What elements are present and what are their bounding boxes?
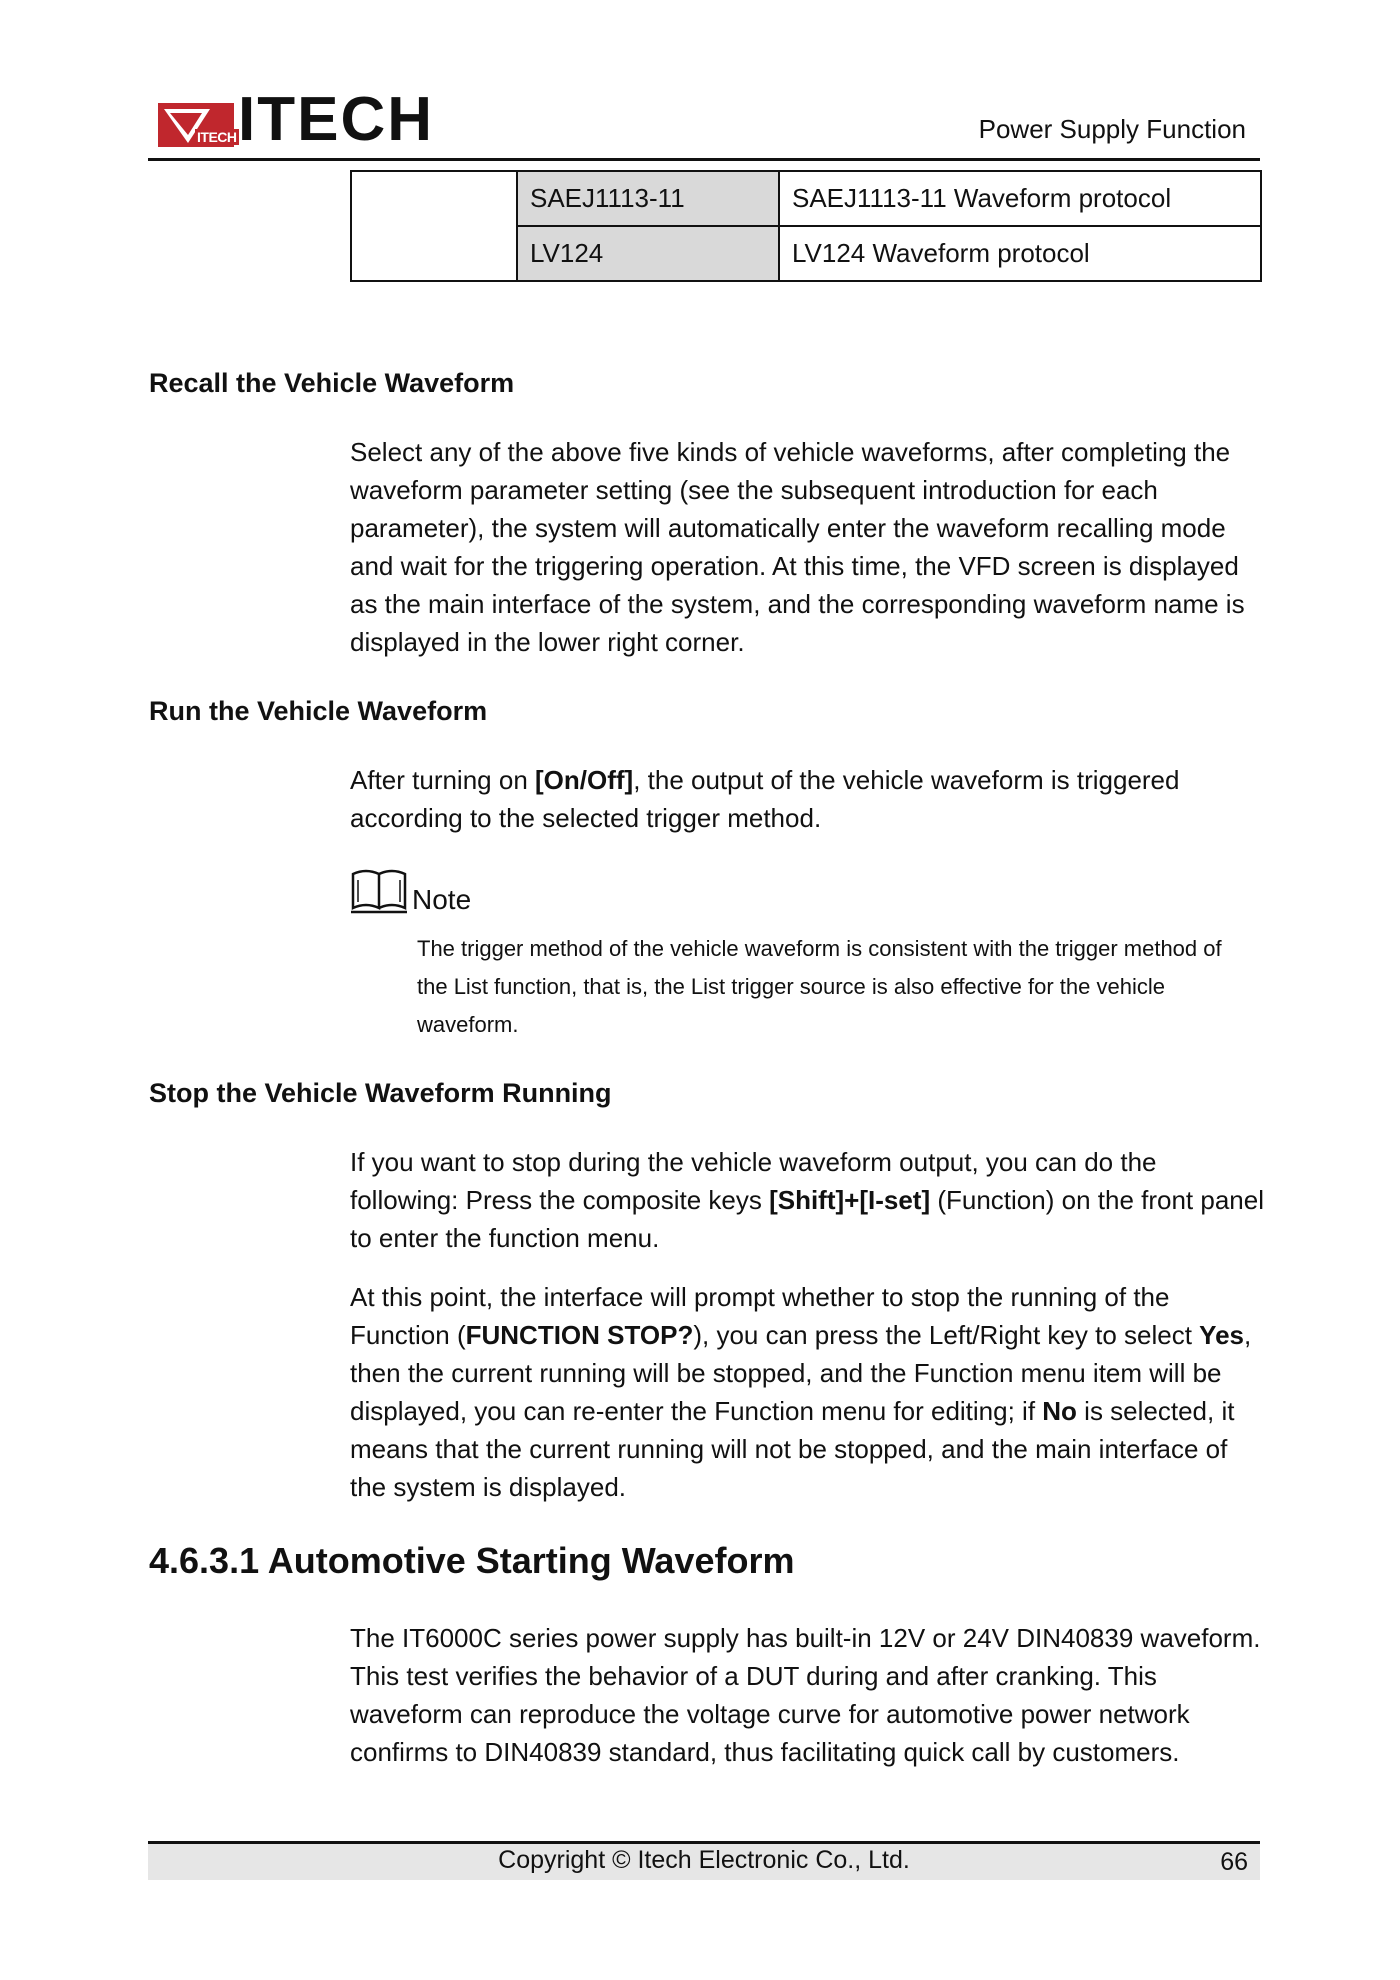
table-cell-desc: SAEJ1113-11 Waveform protocol [779,171,1261,226]
run-text-pre: After turning on [350,765,535,795]
stop-p1-post: (Function) on the front panel to enter the function menu. [350,1185,1264,1253]
logo-wordmark: ITECH [238,85,434,154]
table-cell-empty [351,171,517,281]
run-text-post: , the output of the vehicle waveform is triggered according to the selected trigger method. [350,765,1180,833]
protocol-table [350,170,1262,282]
page-header [148,85,1260,161]
starting-waveform-heading: 4.6.3.1 Automotive Starting Waveform [149,1540,795,1581]
run-paragraph [350,761,1265,837]
yes-option: Yes [1199,1320,1244,1350]
note-text: The trigger method of the vehicle waveform is consistent with the trigger method of the List function, that is, the List trigger source is also effective for the vehicle waveform. [417,936,1222,1037]
table-cell-name: SAEJ1113-11 [517,171,779,226]
stop-heading: Stop the Vehicle Waveform Running [149,1078,612,1108]
copyright-text: Copyright © Itech Electronic Co., Ltd. [498,1846,910,1874]
table-cell-desc: LV124 Waveform protocol [779,226,1261,281]
run-heading: Run the Vehicle Waveform [149,696,488,726]
on-off-key: [On/Off] [535,765,634,795]
book-icon [350,868,408,914]
stop-p2-e: , then the current running will be stopped, and the Function menu item will be displayed, you can re-enter the Function menu for editing; if [350,1320,1252,1426]
page-footer [148,1841,1260,1880]
function-stop-prompt: FUNCTION STOP? [465,1320,694,1350]
table-cell-name: LV124 [517,226,779,281]
page-number: 66 [1220,1848,1248,1876]
stop-paragraph-1 [350,1143,1265,1257]
logo-small-text: ITECH [197,129,237,145]
recall-heading: Recall the Vehicle Waveform [149,368,515,398]
shift-iset-keys: [Shift]+[I-set] [769,1185,931,1215]
stop-paragraph-2 [350,1278,1265,1506]
stop-p1-pre: If you want to stop during the vehicle waveform output, you can do the following: Press the composite keys [350,1147,1157,1215]
stop-p2-a: At this point, the interface will prompt whether to stop the running of the Function ( [350,1282,1170,1350]
no-option: No [1042,1396,1077,1426]
stop-p2-g: is selected, it means that the current running will not be stopped, and the main interface of the system is displayed. [350,1396,1235,1502]
section-title: Power Supply Function [978,114,1246,144]
stop-p2-c: ), you can press the Left/Right key to select [693,1320,1200,1350]
recall-paragraph: Select any of the above five kinds of vehicle waveforms, after completing the waveform parameter setting (see the subsequent introduction for each parameter), the system will automatically enter the waveform recalling mode and wait for the triggering operation. At this time, the VFD screen is displayed as the main interface of the system, and the corresponding waveform name is displayed in the lower right corner. [350,437,1245,657]
starting-waveform-paragraph: The IT6000C series power supply has built-in 12V or 24V DIN40839 waveform. This test verifies the behavior of a DUT during and after cranking. This waveform can reproduce the voltage curve for automotive power network confirms to DIN40839 standard, thus facilitating quick call by customers. [350,1623,1261,1767]
table-row [351,171,1261,226]
note-label: Note [412,884,472,915]
